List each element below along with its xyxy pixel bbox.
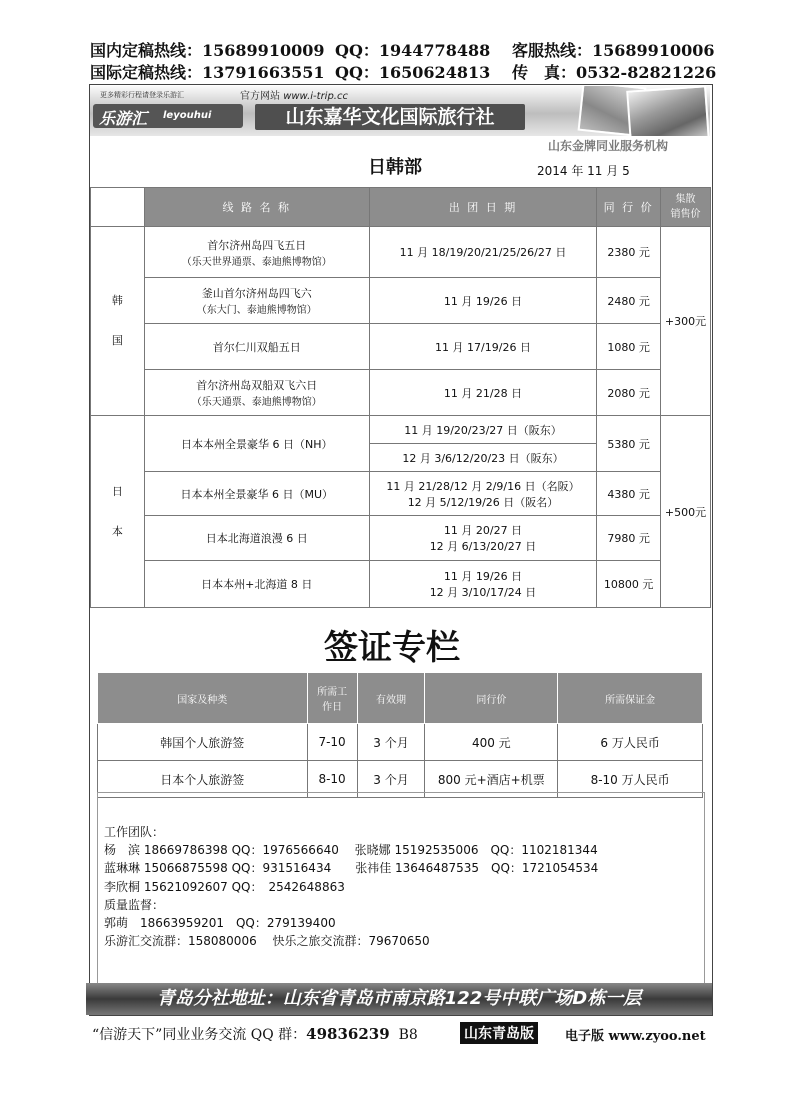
qq-label: QQ： (335, 41, 379, 60)
team-line: 郭萌 18663959201 QQ：279139400 (104, 916, 336, 931)
page-number: B8 (398, 1027, 418, 1043)
group-qq: 49836239 (306, 1025, 390, 1043)
agency-banner (90, 86, 710, 136)
route-price: 5380 元 (597, 416, 661, 472)
team-contacts (104, 823, 598, 950)
retail-markup: +500元 (661, 416, 711, 608)
intl-hotline-phone: 13791663551 (202, 63, 325, 82)
branch-address: 青岛分社地址：山东省青岛市南京路122号中联广场D栋一层 (86, 983, 712, 1015)
route-dates: 11 月 21/28/12 月 2/9/16 日（名阪） (386, 479, 580, 493)
route-name: 日本北海道浪漫 6 日 (144, 516, 369, 561)
logo-english: leyouhui (163, 110, 212, 121)
team-line: 工作团队： (104, 825, 165, 839)
route-price: 10800 元 (597, 561, 661, 608)
qq-label: QQ： (335, 63, 379, 82)
col-route: 线 路 名 称 (144, 188, 369, 227)
tours-table (90, 187, 711, 608)
issue-date: 2014 年 11 月 5 (537, 164, 630, 178)
visa-validity: 3 个月 (357, 761, 425, 798)
route-name: 日本本州+北海道 8 日 (144, 561, 369, 608)
edition-badge: 山东青岛版 (460, 1022, 538, 1044)
leyouhui-logo (93, 104, 243, 128)
route-name: 首尔济州岛四飞五日 (207, 238, 307, 252)
route-dates: 11 月 18/19/20/21/25/26/27 日 (369, 227, 596, 278)
route-price: 2480 元 (597, 278, 661, 324)
route-dates: 12 月 6/13/20/27 日 (429, 540, 537, 553)
route-dates: 12 月 5/12/19/26 日（阪名） (407, 495, 559, 509)
group-label: “信游天下”同业业务交流 QQ 群： (92, 1027, 307, 1043)
col-deposit: 所需保证金 (558, 673, 703, 724)
intl-qq: 1650624813 (378, 63, 491, 82)
route-dates: 11 月 19/26 日 (369, 278, 596, 324)
route-dates: 12 月 3/10/17/24 日 (429, 586, 537, 599)
visa-type: 韩国个人旅游签 (98, 724, 308, 761)
col-price: 同 行 价 (597, 188, 661, 227)
visa-price: 400 元 (425, 724, 558, 761)
team-line: 乐游汇交流群：158080006 快乐之旅交流群：79670650 (104, 934, 430, 949)
visa-workdays: 8-10 (307, 761, 357, 798)
col-departure: 出 团 日 期 (369, 188, 596, 227)
route-dates: 11 月 20/27 日 (443, 524, 523, 537)
col-visa-type: 国家及种类 (98, 673, 308, 724)
travel-photo-image (626, 86, 710, 136)
route-name: 日本本州全景豪华 6 日（NH） (144, 416, 369, 472)
site-label: 官方网站 (240, 91, 280, 102)
domestic-qq: 1944778488 (378, 41, 491, 60)
route-dates: 11 月 19/20/23/27 日（阪东） (369, 416, 596, 444)
table-row (98, 724, 703, 761)
route-name: 首尔济州岛双船双飞六日 (196, 379, 318, 392)
route-dates: 11 月 19/26 日 (443, 570, 523, 583)
table-row (91, 416, 711, 444)
footer (92, 1024, 418, 1044)
table-row (91, 370, 711, 416)
fax-label: 传 真： (512, 63, 577, 82)
brand-tagline: 山东金牌同业服务机构 (548, 139, 669, 153)
route-price: 7980 元 (597, 516, 661, 561)
table-row (91, 278, 711, 324)
visa-workdays: 7-10 (307, 724, 357, 761)
service-hotline-phone: 15689910006 (592, 41, 715, 60)
col-validity: 有效期 (357, 673, 425, 724)
visa-price: 800 元+酒店+机票 (425, 761, 558, 798)
country-korea: 韩 国 (91, 227, 145, 416)
team-line: 蓝琳琳 15066875598 QQ：931516434 张祎佳 13646487535 QQ：1721054534 (104, 861, 599, 876)
visa-title: 签证专栏 (324, 628, 460, 668)
route-note: （乐天世界通票、泰迪熊博物馆） (181, 256, 332, 268)
table-row (91, 472, 711, 516)
fax-number: 0532-82821226 (576, 63, 717, 82)
route-note: （乐天通票、泰迪熊博物馆） (191, 397, 322, 408)
intl-hotline-label: 国际定稿热线： (90, 63, 203, 82)
visa-type: 日本个人旅游签 (98, 761, 308, 798)
domestic-hotline-label: 国内定稿热线： (90, 41, 203, 60)
e-version-link[interactable]: 电子版 www.zyoo.net (565, 1029, 706, 1044)
visa-header-row (98, 673, 703, 724)
route-note: （东大门、泰迪熊博物馆） (196, 305, 317, 316)
table-row (91, 227, 711, 278)
site-url[interactable]: www.i-trip.cc (283, 91, 348, 102)
route-name: 釜山首尔济州岛四飞六 (201, 287, 312, 300)
visa-deposit: 6 万人民币 (558, 724, 703, 761)
visa-table (97, 672, 703, 798)
team-line: 杨 滨 18669786398 QQ：1976566640 张晓娜 15192535006 QQ：1102181344 (104, 843, 598, 858)
col-retail: 销售价 (670, 209, 701, 220)
route-dates: 11 月 17/19/26 日 (369, 324, 596, 370)
visa-validity: 3 个月 (357, 724, 425, 761)
visa-deposit: 8-10 万人民币 (558, 761, 703, 798)
route-price: 2080 元 (597, 370, 661, 416)
route-name: 首尔仁川双船五日 (144, 324, 369, 370)
banner-tagline: 更多精彩行程请登录乐游汇 (100, 91, 184, 99)
table-row (91, 516, 711, 561)
route-price: 1080 元 (597, 324, 661, 370)
col-retail: 集散 (675, 194, 696, 205)
route-price: 2380 元 (597, 227, 661, 278)
logo-text: 乐游汇 (99, 109, 148, 128)
col-workdays: 所需工 (317, 687, 348, 698)
service-hotline-label: 客服热线： (512, 41, 593, 60)
table-row (91, 561, 711, 608)
col-visa-price: 同行价 (425, 673, 558, 724)
route-price: 4380 元 (597, 472, 661, 516)
retail-markup: +300元 (661, 227, 711, 416)
department-title: 日韩部 (368, 157, 422, 178)
route-dates: 12 月 3/6/12/20/23 日（阪东） (369, 444, 596, 472)
team-line: 李欣桐 15621092607 QQ： 2542648863 (104, 879, 345, 894)
route-dates: 11 月 21/28 日 (369, 370, 596, 416)
route-name: 日本本州全景豪华 6 日（MU） (144, 472, 369, 516)
tours-header-row (91, 188, 711, 227)
table-row (91, 324, 711, 370)
col-workdays: 作日 (322, 702, 343, 713)
country-japan: 日 本 (91, 416, 145, 608)
team-line: 质量监督： (104, 897, 165, 912)
domestic-hotline-phone: 15689910009 (202, 41, 325, 60)
agency-name: 山东嘉华文化国际旅行社 (255, 104, 525, 130)
